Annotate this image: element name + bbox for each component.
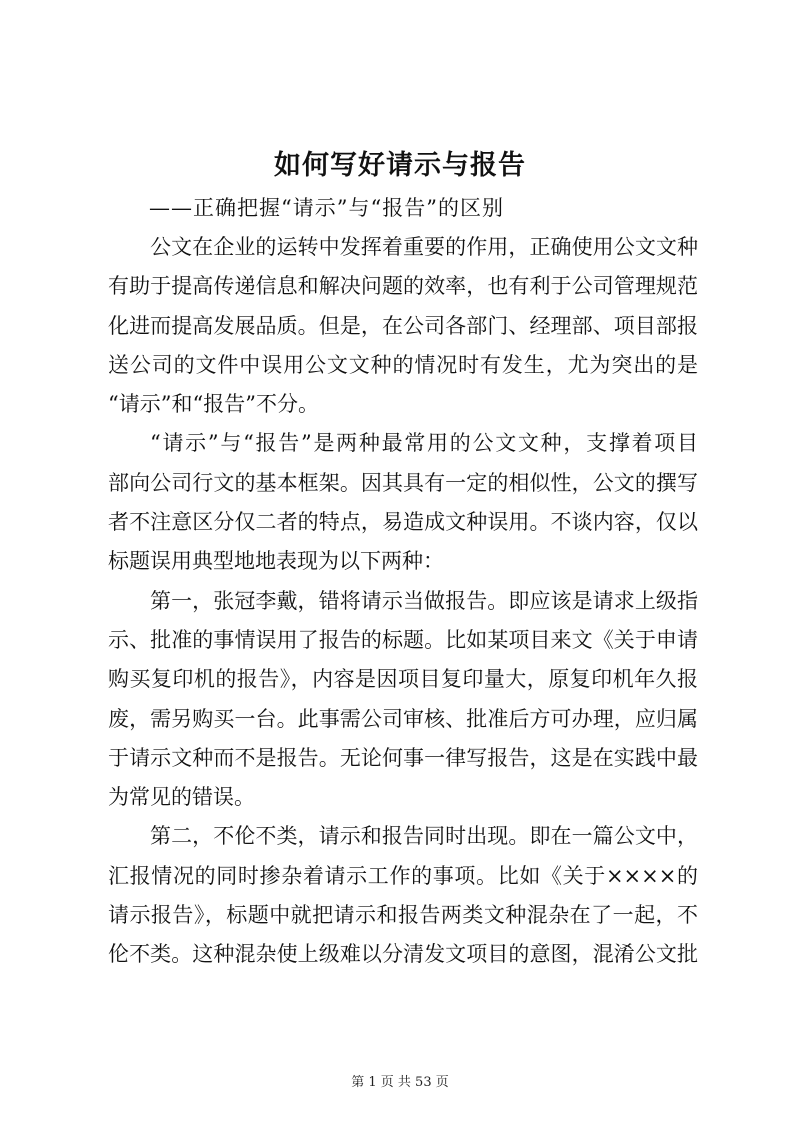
text-line: 第一，张冠李戴，错将请示当做报告。即应该是请求上级指: [150, 588, 698, 613]
text-line: 示、批准的事情误用了报告的标题。比如某项目来文《关于申请: [108, 627, 698, 652]
paragraph-3: [108, 582, 698, 818]
paragraph-4: [108, 817, 698, 974]
text-line: 伦不类。这种混杂使上级难以分清发文项目的意图，混淆公文批: [108, 942, 698, 967]
page-subtitle: ——正确把握“请示”与“报告”的区别: [149, 196, 504, 220]
text-line: “请示”与“报告”是两种最常用的公文文种，支撑着项目: [150, 431, 698, 456]
text-line: 废，需另购买一台。此事需公司审核、批准后方可办理，应归属: [108, 706, 698, 731]
text-line: 为常见的错误。: [108, 785, 255, 810]
paragraph-1: [108, 228, 698, 424]
text-line: 汇报情况的同时掺杂着请示工作的事项。比如《关于××××的: [108, 863, 698, 888]
text-line: 购买复印机的报告》，内容是因项目复印量大，原复印机年久报: [108, 667, 698, 692]
text-line: 公文在企业的运转中发挥着重要的作用，正确使用公文文种: [150, 235, 698, 259]
text-line: 于请示文种而不是报告。无论何事一律写报告，这是在实践中最: [108, 745, 698, 770]
text-line: 标题误用典型地地表现为以下两种：: [108, 549, 444, 574]
text-line: 部向公司行文的基本框架。因其具有一定的相似性，公文的撰写: [108, 470, 698, 495]
text-line: 者不注意区分仅二者的特点，易造成文种误用。不谈内容，仅以: [108, 510, 698, 535]
page-number-footer: 第 1 页 共 53 页: [351, 1075, 449, 1090]
text-line: 第二，不伦不类，请示和报告同时出现。即在一篇公文中，: [150, 824, 698, 849]
text-line: 有助于提高传递信息和解决问题的效率，也有利于公司管理规范: [108, 274, 698, 299]
text-line: “请示”和“报告”不分。: [108, 392, 319, 417]
paragraph-2: [108, 424, 698, 581]
document-body: [108, 228, 698, 975]
text-line: 送公司的文件中误用公文文种的情况时有发生，尤为突出的是: [108, 352, 698, 377]
page-title: 如何写好请示与报告: [274, 150, 526, 181]
text-line: 请示报告》，标题中就把请示和报告两类文种混杂在了一起，不: [108, 903, 698, 928]
text-line: 化进而提高发展品质。但是，在公司各部门、经理部、项目部报: [108, 313, 698, 338]
